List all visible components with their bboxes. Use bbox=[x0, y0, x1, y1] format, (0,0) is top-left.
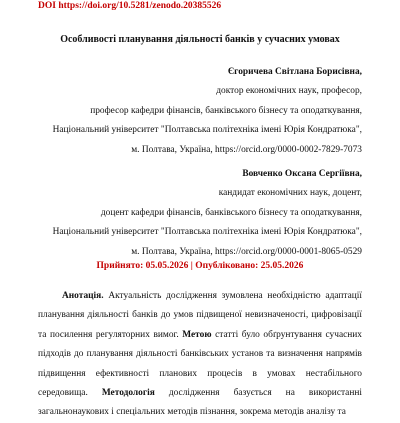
publication-dates: Прийнято: 05.05.2026 | Опубліковано: 25.05.2026 bbox=[96, 261, 304, 271]
author-block-2 bbox=[53, 165, 362, 262]
article-title: Особливості планування діяльності банків у сучасних умовах bbox=[60, 34, 340, 45]
abstract-text: дослідження базується на використанні загальнонаукових і спеціальних методів пізнання, зокрема методів аналізу та bbox=[38, 388, 362, 418]
author-degree: кандидат економічних наук, доцент, bbox=[218, 188, 362, 199]
doi-link[interactable]: DOI https://doi.org/10.5281/zenodo.20385526 bbox=[38, 1, 222, 11]
author-affiliation: Національний університет "Полтавська політехніка імені Юрія Кондратюка", bbox=[52, 227, 362, 238]
author-location-orcid[interactable]: м. Полтава, Україна, https://orcid.org/0000-0001-8065-0529 bbox=[131, 246, 362, 257]
author-affiliation: Національний університет "Полтавська політехніка імені Юрія Кондратюка", bbox=[52, 125, 362, 136]
author-degree: доктор економічних наук, професор, bbox=[216, 86, 362, 97]
abstract-text: Актуальність дослідження зумовлена необхідністю адаптації планування діяльності банків до умов підвищеної невизначеності, цифровізації та посилення регуляторних вимог. bbox=[38, 291, 362, 340]
author-position: професор кафедри фінансів, банківського бізнесу та оподаткування, bbox=[90, 105, 362, 116]
author-position: доцент кафедри фінансів, банківського бізнесу та оподаткування, bbox=[100, 207, 362, 218]
abstract-methodology-label: Методологія bbox=[101, 388, 155, 399]
abstract-goal-label: Метою bbox=[182, 329, 212, 340]
author-block-1 bbox=[53, 63, 362, 160]
abstract-label: Анотація. bbox=[62, 291, 104, 301]
author-location-orcid[interactable]: м. Полтава, Україна, https://orcid.org/0000-0002-7829-7073 bbox=[131, 144, 362, 155]
author-name: Вовченко Оксана Сергіївна, bbox=[242, 169, 362, 179]
author-name: Єгоричева Світлана Борисівна, bbox=[227, 67, 362, 77]
abstract-text: статті було обґрунтування сучасних підходів до планування діяльності банківських установ та визначення напрямів підвищення ефективності планових процесів в умовах нестабільного середовища. bbox=[38, 329, 362, 399]
abstract-paragraph bbox=[38, 287, 362, 423]
